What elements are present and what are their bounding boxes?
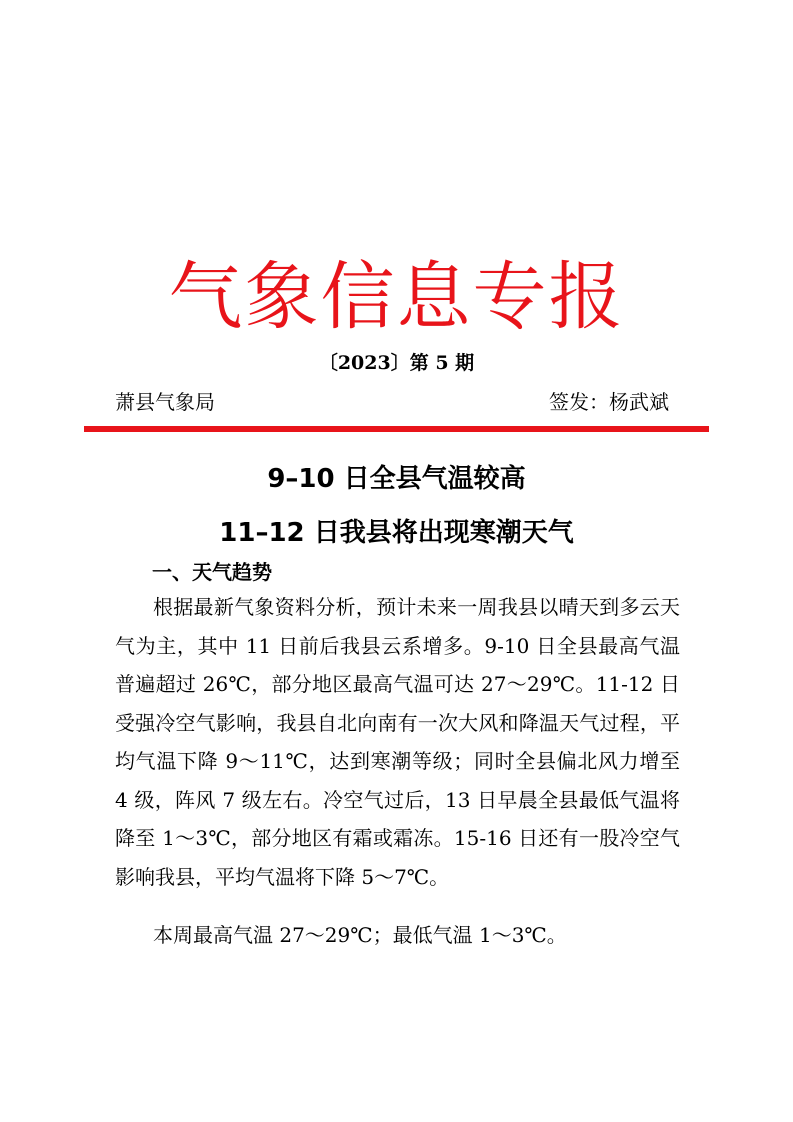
article-headline-1: 9–10 日全县气温较高 xyxy=(267,464,526,494)
issuer-name: 萧县气象局 xyxy=(115,390,215,414)
article-headline-2: 11–12 日我县将出现寒潮天气 xyxy=(219,518,574,548)
section-heading-weather-trend: 一、天气趋势 xyxy=(152,560,272,584)
body-paragraph-2: 本周最高气温 27～29℃；最低气温 1～3℃。 xyxy=(153,923,567,947)
issue-number: 〔2023〕第 5 期 xyxy=(318,352,475,374)
masthead-title: 气象信息专报 xyxy=(168,254,625,340)
body-paragraph-1: 根据最新气象资料分析，预计未来一周我县以晴天到多云天气为主，其中 11 日前后我县云系增多。9-10 日全县最高气温普遍超过 26℃，部分地区最高气温可达 27～29℃。11-12 日受强冷空气影响，我县自北向南有一次大风和降温天气过程，平均气温下降 9～11℃，达到寒潮等级；同时全县偏北风力增至 4 级，阵风 7 级左右。冷空气过后，13 日早晨全县最低气温将降至 1～3℃，部分地区有霜或霜冻。15-16 日还有一股冷空气影响我县，平均气温将下降 5～7℃。 xyxy=(115,595,680,889)
red-divider xyxy=(84,426,709,432)
signer-name: 签发：杨武斌 xyxy=(549,390,669,414)
